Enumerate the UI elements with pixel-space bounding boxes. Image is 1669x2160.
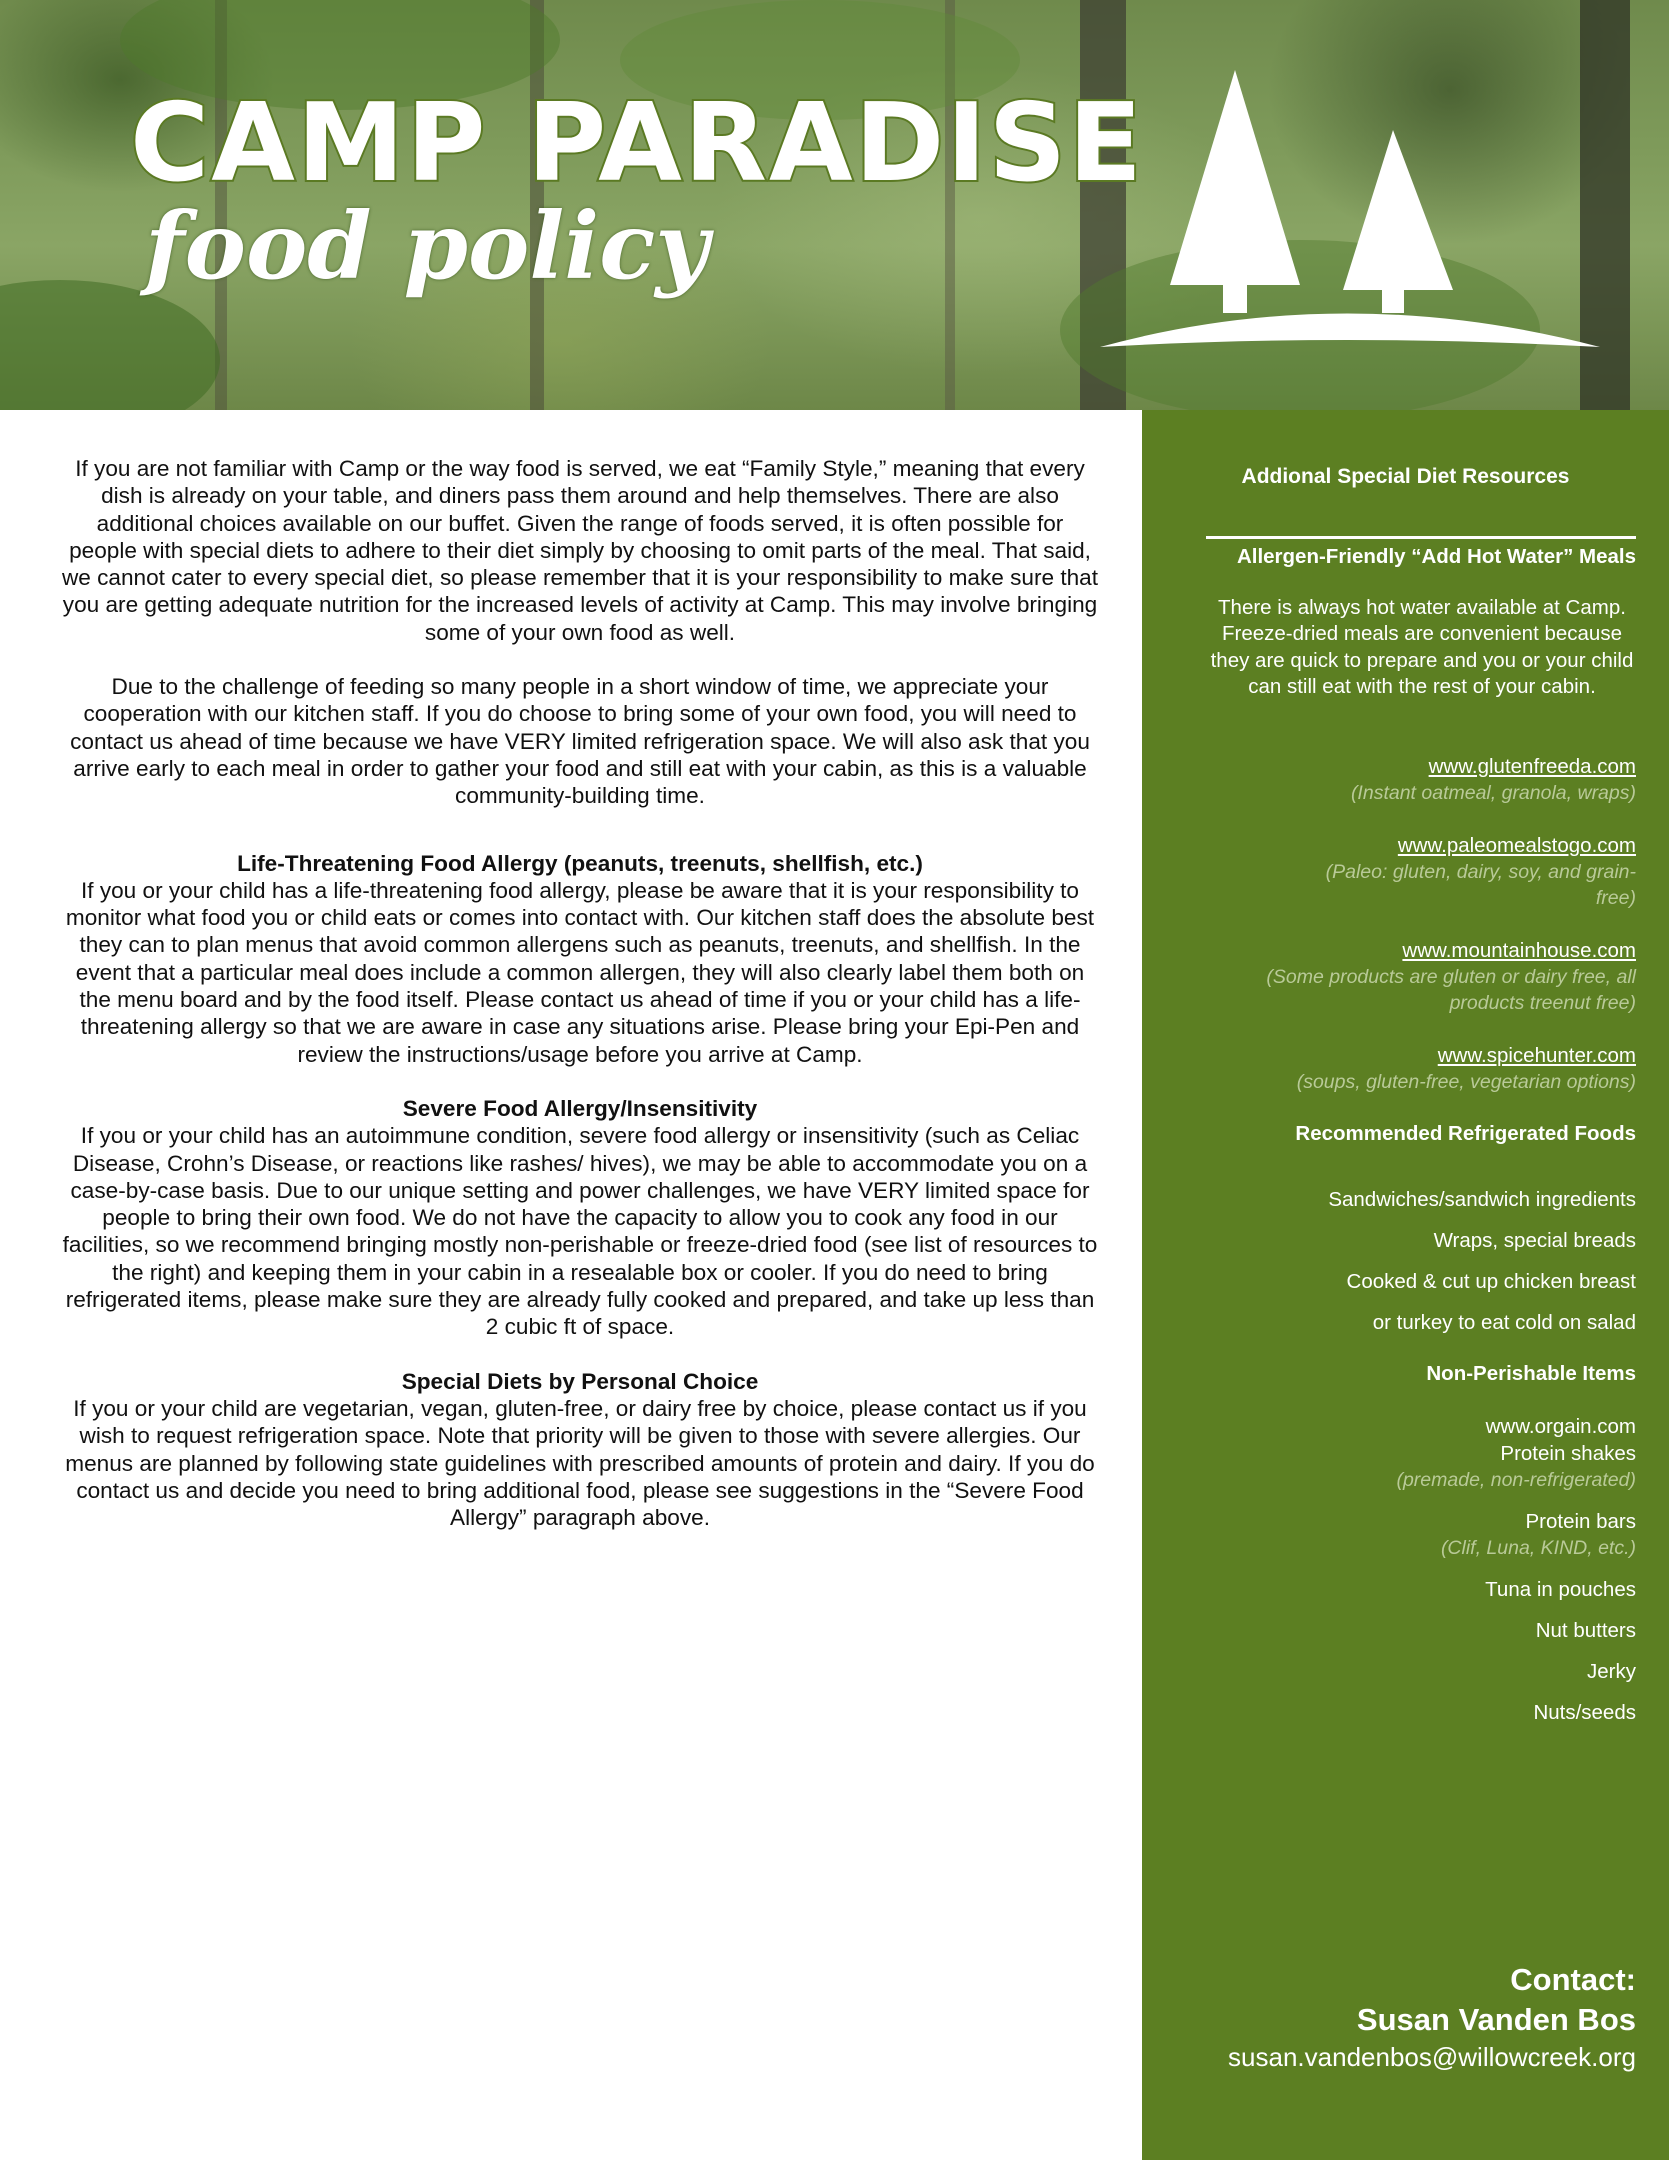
main-content (60, 455, 1100, 1531)
resource-link-mountainhouse[interactable] (1402, 937, 1636, 964)
page-subtitle: food policy (145, 192, 709, 300)
meals-intro: There is always hot water available at Camp. Freeze-dried meals are convenient because they are quick to prepare and you or your child can still eat with the rest of your cabin. (1210, 596, 1634, 698)
nonperishable-item: Nut butters (1535, 1619, 1636, 1642)
section-severe-allergy (60, 1095, 1100, 1341)
resources-sidebar (1142, 410, 1669, 2160)
contact-block (1228, 1960, 1636, 2074)
section-heading: Severe Food Allergy/Insensitivity (402, 1095, 758, 1121)
intro-paragraph-2: Due to the challenge of feeding so many people in a short window of time, we appreciate your cooperation with our kitchen staff. If you do choose to bring some of your own food, you will need to contact us ahead of time because we have VERY limited refrigeration space. We will also ask that you arrive early to each meal in order to gather your food and still eat with your cabin, as this is a valuable community-building time. (70, 674, 1090, 809)
nonperishable-item: Tuna in pouches (1485, 1578, 1636, 1601)
sidebar-divider (1206, 536, 1636, 539)
resource-link-spicehunter[interactable] (1438, 1042, 1636, 1069)
refrigerated-item: Cooked & cut up chicken breast (1346, 1270, 1636, 1293)
refrigerated-heading: Recommended Refrigerated Foods (1295, 1122, 1636, 1145)
orgain-label: Protein shakes (1500, 1442, 1636, 1465)
sidebar-title: Addional Special Diet Resources (1241, 465, 1570, 488)
link-text[interactable]: www.spicehunter.com (1437, 1044, 1636, 1067)
link-text[interactable]: www.glutenfreeda.com (1428, 755, 1636, 778)
intro-paragraph-1: If you are not familiar with Camp or the way food is served, we eat “Family Style,” meaning that every dish is already on your table, and diners pass them around and help themselves. There are also additional choices available on our buffet. Given the range of foods served, it is often possible for people with special diets to adhere to their diet simply by choosing to omit parts of the meal. That said, we cannot cater to every special diet, so please remember that it is your responsibility to make sure that you are getting adequate nutrition for the increased levels of activity at Camp. This may involve bringing some of your own food as well. (61, 456, 1099, 645)
pine-trees-logo-icon (1095, 65, 1605, 365)
orgain-url: www.orgain.com (1485, 1415, 1636, 1438)
nonperishable-item: Jerky (1587, 1660, 1636, 1683)
section-heading: Special Diets by Personal Choice (401, 1368, 759, 1394)
contact-label: Contact: (1510, 1962, 1636, 1997)
section-life-threatening-allergy (60, 850, 1100, 1068)
link-text[interactable]: www.mountainhouse.com (1402, 939, 1636, 962)
section-body: If you or your child has a life-threatening food allergy, please be aware that it is your responsibility to monitor what food you or child eats or comes into contact with. Our kitchen staff does the absolute best they can to plan menus that avoid common allergens such as peanuts, treenuts, and shellfish. In the event that a particular meal does include a common allergen, they will also clearly label them both on the menu board and by the food itself. Please contact us ahead of time if you or your child has a life-threatening allergy so that we are aware in case any situations arise. Please bring your Epi-Pen and review the instructions/usage before you arrive at Camp. (65, 877, 1095, 1067)
contact-email[interactable]: susan.vandenbos@willowcreek.org (1228, 2042, 1636, 2072)
orgain-note: (premade, non-refrigerated) (1396, 1469, 1636, 1491)
refrigerated-item: Sandwiches/sandwich ingredients (1328, 1188, 1636, 1211)
section-personal-choice (60, 1368, 1100, 1532)
nonperishable-heading: Non-Perishable Items (1426, 1362, 1636, 1385)
resource-note: (soups, gluten-free, vegetarian options) (1296, 1071, 1636, 1093)
protein-bars-label: Protein bars (1525, 1510, 1636, 1533)
nonperishable-item: Nuts/seeds (1533, 1701, 1636, 1724)
protein-bars-note: (Clif, Luna, KIND, etc.) (1440, 1537, 1636, 1559)
link-text[interactable]: www.paleomealstogo.com (1397, 834, 1636, 857)
section-heading: Life-Threatening Food Allergy (peanuts, treenuts, shellfish, etc.) (237, 850, 923, 876)
resource-note: (Some products are gluten or dairy free, all products treenut free) (1266, 966, 1636, 1014)
section-body: If you or your child are vegetarian, vegan, gluten-free, or dairy free by choice, please contact us if you wish to request refrigeration space. Note that priority will be given to those with severe allergies. Our menus are planned by following state guidelines with prescribed amounts of protein and dairy. If you do contact us and decide you need to bring additional food, please see suggestions in the “Severe Food Allergy” paragraph above. (65, 1395, 1095, 1531)
header-banner (0, 0, 1669, 410)
refrigerated-item: or turkey to eat cold on salad (1372, 1311, 1636, 1334)
resource-link-paleomealstogo[interactable] (1398, 832, 1636, 859)
page-title: CAMP PARADISE (130, 81, 1145, 206)
resource-note: (Instant oatmeal, granola, wraps) (1350, 782, 1636, 804)
section-body: If you or your child has an autoimmune condition, severe food allergy or insensitivity (such as Celiac Disease, Crohn’s Disease, or reactions like rashes/ hives), we may be able to accommodate you on a case-by-case basis. Due to our unique setting and power challenges, we have VERY limited space for people to bring their own food. We do not have the capacity to allow you to cook any food in our facilities, so we recommend bringing mostly non-perishable or freeze-dried food (see list of resources to the right) and keeping them in your cabin in a resealable box or cooler. If you do need to bring refrigerated items, please make sure they are already fully cooked and prepared, and take up less than 2 cubic ft of space. (62, 1123, 1098, 1340)
resource-note: (Paleo: gluten, dairy, soy, and grain-free) (1325, 861, 1636, 909)
resource-link-glutenfreeda[interactable] (1429, 753, 1636, 780)
refrigerated-item: Wraps, special breads (1433, 1229, 1636, 1252)
contact-name: Susan Vanden Bos (1356, 2002, 1636, 2037)
meals-heading: Allergen-Friendly “Add Hot Water” Meals (1236, 545, 1636, 568)
